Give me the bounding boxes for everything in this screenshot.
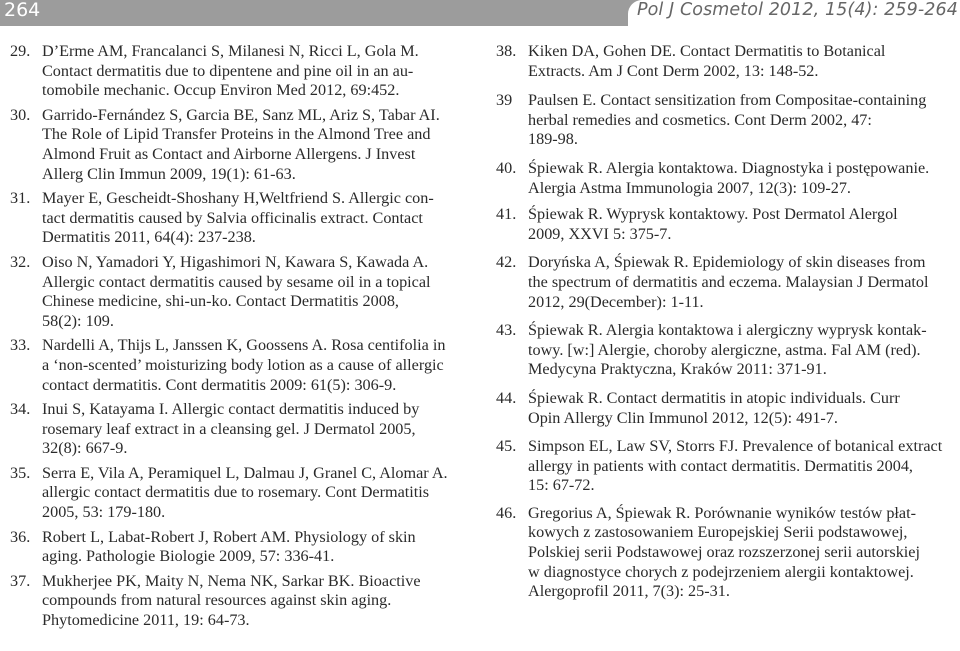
reference-line: Dermatitis 2011, 64(4): 237-238. <box>42 228 256 247</box>
reference-line: Opin Allergy Clin Immunol 2012, 12(5): 491-7. <box>528 408 838 427</box>
reference-line: towy. [w:] Alergie, choroby alergiczne, astma. Fal AM (red). <box>528 340 921 359</box>
reference-line: Contact dermatitis due to dipentene and pine oil in an au- <box>42 61 414 80</box>
reference-line: Inui S, Katayama I. Allergic contact dermatitis induced by <box>42 400 420 419</box>
reference-number: 41. <box>496 205 517 224</box>
reference-number: 43. <box>496 321 517 340</box>
reference-line: Polskiej serii Podstawowej oraz rozszerzonej serii autorskiej <box>528 543 920 562</box>
reference-line: herbal remedies and cosmetics. Cont Derm 2002, 47: <box>528 110 872 129</box>
reference-line: rosemary leaf extract in a cleansing gel. J Dermatol 2005, <box>42 419 416 438</box>
reference-line: Mayer E, Gescheidt-Shoshany H,Weltfriend S. Allergic con- <box>42 189 434 208</box>
reference-number: 40. <box>496 158 517 177</box>
journal-title-pill <box>628 0 960 26</box>
reference-line: Allerg Clin Immun 2009, 19(1): 61-63. <box>42 164 296 183</box>
reference-number: 33. <box>10 336 31 355</box>
reference-line: Chinese medicine, shi-un-ko. Contact Dermatitis 2008, <box>42 292 399 311</box>
reference-line: contact dermatitis. Cont dermatitis 2009: 61(5): 306-9. <box>42 375 397 394</box>
reference-number: 36. <box>10 527 31 546</box>
reference-entry <box>494 91 960 150</box>
reference-entry <box>494 159 960 198</box>
reference-line: 2005, 53: 179-180. <box>42 503 166 522</box>
reference-line: Mukherjee PK, Maity N, Nema NK, Sarkar BK. Bioactive <box>42 571 421 590</box>
reference-entry <box>494 389 960 428</box>
reference-number: 31. <box>10 189 31 208</box>
reference-entry <box>494 205 960 244</box>
page-number: 264 <box>4 0 41 21</box>
reference-line: Garrido-Fernández S, Garcia BE, Sanz ML, Ariz S, Tabar AI. <box>42 105 440 124</box>
reference-number: 37. <box>10 571 31 590</box>
journal-citation: Pol J Cosmetol 2012, 15(4): 259-264 <box>636 0 958 20</box>
reference-line: D’Erme AM, Francalanci S, Milanesi N, Ricci L, Gola M. <box>42 42 419 60</box>
reference-line: aging. Pathologie Biologie 2009, 57: 336-41. <box>42 547 335 566</box>
reference-entry <box>494 504 960 602</box>
reference-number: 39 <box>496 91 513 110</box>
reference-entry <box>8 42 478 101</box>
reference-line: Alergia Astma Immunologia 2007, 12(3): 109-27. <box>528 178 851 197</box>
reference-entry <box>8 336 478 395</box>
reference-line: Serra E, Vila A, Peramiquel L, Dalmau J, Granel C, Alomar A. <box>42 463 448 482</box>
reference-entry <box>494 253 960 312</box>
reference-line: 15: 67-72. <box>528 476 595 495</box>
right-references-column <box>494 42 960 602</box>
reference-line: tact dermatitis caused by Salvia officinalis extract. Contact <box>42 208 423 227</box>
reference-number: 29. <box>10 42 31 60</box>
reference-entry <box>494 437 960 496</box>
reference-number: 30. <box>10 105 31 124</box>
reference-line: 2012, 29(December): 1-11. <box>528 292 704 311</box>
reference-entry <box>8 464 478 523</box>
reference-line: Phytomedicine 2011, 19: 64-73. <box>42 611 250 630</box>
reference-line: Śpiewak R. Contact dermatitis in atopic individuals. Curr <box>528 388 900 407</box>
reference-line: w diagnostyce chorych z podejrzeniem alergii kontaktowej. <box>528 562 914 581</box>
reference-number: 34. <box>10 400 31 419</box>
reference-line: Simpson EL, Law SV, Storrs FJ. Prevalence of botanical extract <box>528 437 943 456</box>
reference-entry <box>494 42 960 81</box>
reference-line: 189-98. <box>528 130 578 149</box>
reference-line: Robert L, Labat-Robert J, Robert AM. Physiology of skin <box>42 527 416 546</box>
reference-entry <box>8 400 478 459</box>
reference-line: The Role of Lipid Transfer Proteins in the Almond Tree and <box>42 125 431 144</box>
reference-number: 46. <box>496 503 517 522</box>
left-references-column <box>8 42 478 631</box>
reference-line: 58(2): 109. <box>42 311 114 330</box>
reference-entry <box>8 189 478 248</box>
reference-entry <box>8 253 478 331</box>
reference-line: Śpiewak R. Alergia kontaktowa. Diagnostyka i postępowanie. <box>528 158 930 177</box>
reference-entry <box>8 528 478 567</box>
reference-line: Almond Fruit as Contact and Airborne Allergens. J Invest <box>42 144 416 163</box>
reference-line: compounds from natural resources against skin aging. <box>42 591 392 610</box>
reference-line: a ‘non-scented’ moisturizing body lotion as a cause of allergic <box>42 355 444 374</box>
reference-line: allergy in patients with contact dermatitis. Dermatitis 2004, <box>528 456 913 475</box>
reference-line: 2009, XXVI 5: 375-7. <box>528 224 672 243</box>
reference-number: 35. <box>10 463 31 482</box>
reference-line: kowych z zastosowaniem Europejskiej Serii podstawowej, <box>528 523 908 542</box>
reference-line: Allergic contact dermatitis caused by sesame oil in a topical <box>42 272 431 291</box>
reference-number: 44. <box>496 388 517 407</box>
reference-line: Alergoprofil 2011, 7(3): 25-31. <box>528 582 730 601</box>
reference-line: Śpiewak R. Alergia kontaktowa i alergiczny wyprysk kontak- <box>528 321 927 340</box>
reference-number: 42. <box>496 253 517 272</box>
reference-number: 45. <box>496 437 517 456</box>
reference-line: Paulsen E. Contact sensitization from Compositae-containing <box>528 91 927 110</box>
reference-entry <box>8 106 478 184</box>
reference-line: Doryńska A, Śpiewak R. Epidemiology of skin diseases from <box>528 253 926 272</box>
reference-line: Nardelli A, Thijs L, Janssen K, Goossens A. Rosa centifolia in <box>42 336 446 355</box>
reference-line: tomobile mechanic. Occup Environ Med 2012, 69:452. <box>42 81 400 100</box>
reference-line: Gregorius A, Śpiewak R. Porównanie wyników testów płat- <box>528 503 917 522</box>
page-header <box>0 0 960 26</box>
reference-entry <box>8 572 478 631</box>
reference-line: Extracts. Am J Cont Derm 2002, 13: 148-52. <box>528 61 819 80</box>
reference-line: Medycyna Praktyczna, Kraków 2011: 371-91. <box>528 360 827 379</box>
reference-line: allergic contact dermatitis due to rosemary. Cont Dermatitis <box>42 483 430 502</box>
reference-line: Śpiewak R. Wyprysk kontaktowy. Post Dermatol Alergol <box>528 205 898 224</box>
reference-line: the spectrum of dermatitis and eczema. Malaysian J Dermatol <box>528 272 929 291</box>
reference-line: Kiken DA, Gohen DE. Contact Dermatitis to Botanical <box>528 42 886 60</box>
reference-entry <box>494 321 960 380</box>
reference-line: Oiso N, Yamadori Y, Higashimori N, Kawara S, Kawada A. <box>42 252 429 271</box>
reference-number: 38. <box>496 42 517 60</box>
reference-line: 32(8): 667-9. <box>42 439 128 458</box>
reference-number: 32. <box>10 252 31 271</box>
